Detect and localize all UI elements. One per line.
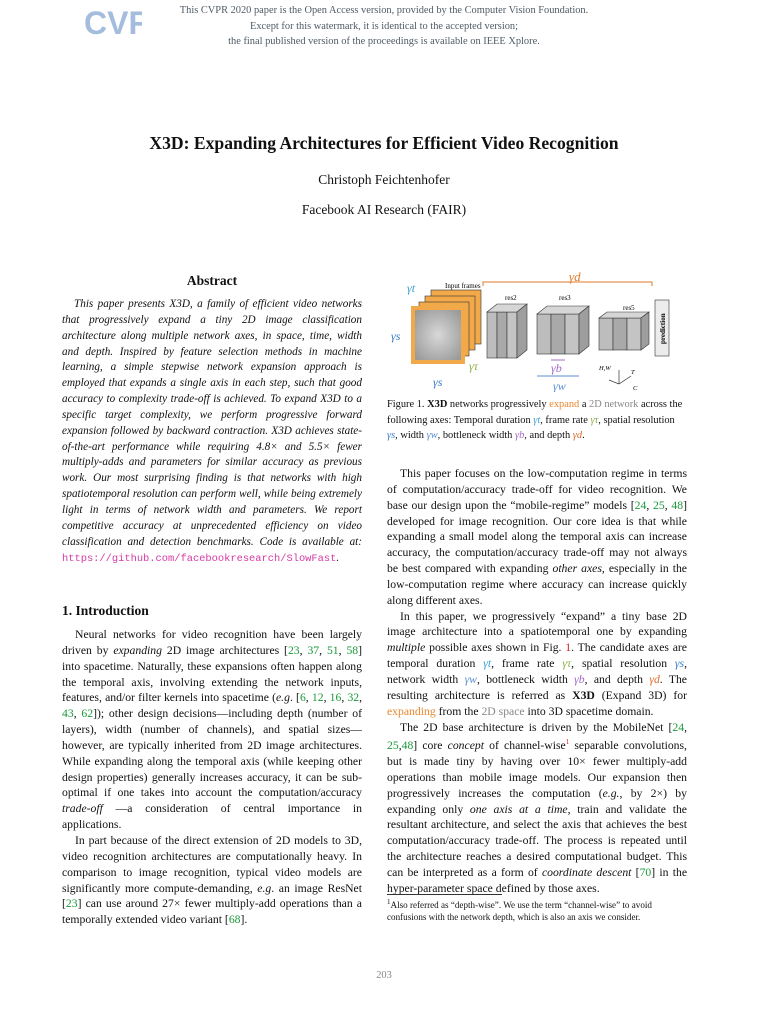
citation[interactable]: 48 bbox=[671, 498, 684, 512]
input-frames-stack bbox=[413, 290, 481, 362]
citation[interactable]: 25 bbox=[653, 498, 665, 512]
watermark-line-1: This CVPR 2020 paper is the Open Access version, provided by the Computer Vision Foundation. bbox=[179, 5, 589, 16]
figure-1-caption: Figure 1. X3D networks progressively expand a 2D network across the following axes: Temporal duration γt, frame rate γτ, spatial resolution γs, width γw, bottleneck width γb, and depth γd. bbox=[387, 399, 683, 441]
axis-hw-label: H,W bbox=[599, 365, 611, 372]
right-paragraph-1: This paper focuses on the low-computation regime in terms of computation/accuracy trade-off for video recognition. We base our design upon the “mobile-regime” models [24, 25, 48] developed for image recognition. Our core idea is that while expanding a small model along the temporal axis can increase accuracy, the computation/accuracy trade-off may not always be best compared with expanding other axes, especially in the low-computation regime where accuracy can increase quickly along different axes. bbox=[387, 467, 688, 607]
citation[interactable]: 6 bbox=[299, 691, 306, 705]
gamma-w-label: γw bbox=[553, 379, 566, 392]
citation[interactable]: 32 bbox=[347, 691, 360, 705]
res3-label: res3 bbox=[559, 294, 571, 302]
right-paragraph-2: In this paper, we progressively “expand” a tiny base 2D image architecture into a spatiotemporal one by expanding multiple possible axes shown in Fig. 1. The candidate axes are temporal duration γt, frame rate γτ, spatial resolution γs, network width γw, bottleneck width γb, and depth γd. The resulting architecture is referred as X3D (Expand 3D) for expanding from the 2D space into 3D spacetime domain. bbox=[387, 609, 687, 718]
page-number: 203 bbox=[376, 970, 392, 981]
right-paragraph-3: The 2D base architecture is driven by the MobileNet [24, 25,48] core concept of channel-wise$^1$ separable convolutions, but is made tiny by having over 10× fewer multiply-add operations than mobile image models. Our expansion then progressively increases the computation (e.g., by 2×) by expanding only one axis at a time, train and validate the resultant architecture, and select the axis that achieves the best computation/accuracy trade-off. The process is repeated until the architecture reaches a desired computational budget. This can be interpreted as a form of coordinate descent [70] in the hyper-parameter space defined by those axes. bbox=[387, 720, 688, 895]
section-heading-introduction: 1. Introduction bbox=[62, 603, 149, 618]
watermark-line-3: the final published version of the proceedings is available on IEEE Xplore. bbox=[228, 36, 540, 47]
input-frames-label: Input frames bbox=[445, 282, 481, 290]
paper-title: X3D: Expanding Architectures for Efficient Video Recognition bbox=[149, 133, 619, 153]
citation[interactable]: 58 bbox=[346, 643, 359, 657]
logo-text: CVF bbox=[84, 5, 142, 38]
citation[interactable]: 51 bbox=[326, 643, 339, 657]
intro-left-column bbox=[62, 627, 362, 928]
citation[interactable]: 43 bbox=[62, 707, 74, 721]
depth-bracket bbox=[483, 282, 652, 286]
citation[interactable]: 24 bbox=[672, 720, 685, 734]
footnote-divider bbox=[387, 894, 502, 895]
res2-block bbox=[487, 304, 527, 358]
axes-indicator bbox=[609, 370, 631, 384]
gamma-t-label: γt bbox=[407, 281, 416, 295]
gamma-s-bottom-label: γs bbox=[433, 375, 443, 389]
watermark-notice bbox=[0, 3, 768, 50]
axis-c-label: C bbox=[633, 385, 638, 392]
citation[interactable]: 70 bbox=[639, 865, 652, 879]
prediction-label: prediction bbox=[659, 313, 667, 344]
citation[interactable]: 68 bbox=[228, 913, 241, 927]
res5-label: res5 bbox=[623, 304, 635, 312]
citation[interactable]: 12 bbox=[311, 691, 324, 705]
citation[interactable]: 24 bbox=[634, 498, 647, 512]
gamma-s-left-label: γs bbox=[391, 329, 401, 343]
res2-label: res2 bbox=[505, 294, 517, 302]
citation[interactable]: 16 bbox=[329, 691, 342, 705]
intro-right-column bbox=[387, 466, 687, 897]
citation[interactable]: 37 bbox=[307, 643, 320, 657]
intro-paragraph-1: Neural networks for video recognition have been largely driven by expanding 2D image architectures [23, 37, 51, 58] into spacetime. Naturally, these expansions often happen along the temporal axis, involving extending the network inputs, features, and/or filter kernels into spacetime (e.g. [6, 12, 16, 32, 43, 62]); other design decisions—including depth (number of layers), width (number of channels), and spatial sizes—however, are typically inherited from 2D image architectures. While expanding along the temporal axis (while keeping other design properties) generally increases accuracy, it can be sub-optimal if one takes into account the computation/accuracy trade-off —a consideration of central importance in applications. bbox=[62, 628, 363, 832]
citation[interactable]: 48 bbox=[401, 739, 414, 753]
res5-block bbox=[599, 312, 649, 350]
gamma-d-label: γd bbox=[569, 272, 581, 284]
author-affiliation: Facebook AI Research (FAIR) bbox=[301, 202, 467, 217]
watermark-line-2: Except for this watermark, it is identical to the accepted version; bbox=[249, 20, 519, 32]
abstract-heading: Abstract bbox=[186, 273, 238, 288]
gamma-tau-label: γτ bbox=[469, 359, 479, 373]
citation[interactable]: 62 bbox=[81, 707, 94, 721]
code-link[interactable]: https://github.com/facebookresearch/SlowFast bbox=[62, 552, 337, 565]
res3-block bbox=[537, 306, 589, 354]
footnote: $^1$Also referred as “depth-wise”. We use the term “channel-wise” to avoid confusions with the network depth, which is also an axis we consider. bbox=[387, 898, 652, 923]
citation[interactable]: 23 bbox=[65, 897, 78, 911]
figure-1-diagram bbox=[387, 272, 687, 397]
citation[interactable]: 25 bbox=[387, 739, 399, 753]
figure-reference[interactable]: 1 bbox=[565, 641, 572, 655]
gamma-b-label: γb bbox=[551, 361, 562, 375]
footnote-marker[interactable]: 1 bbox=[565, 738, 570, 747]
citation[interactable]: 23 bbox=[287, 643, 300, 657]
abstract-body: This paper presents X3D, a family of efficient video networks that progressively expand a tiny 2D image classification architecture along multiple network axes, in space, time, width and depth. Inspired by feature selection methods in machine learning, a simple stepwise network expansion approach is employed that expands a single axis in each step, such that good accuracy to complexity trade-off is achieved. To expand X3D to a specific target complexity, we perform progressive forward expansion followed by backward contraction. X3D achieves state-of-the-art performance while requiring 4.8× and 5.5× fewer multiply-adds and parameters for similar accuracy as previous work. Our most surprising finding is that networks with high spatiotemporal resolution can perform well, while being extremely light in terms of network width and parameters. We report competitive accuracy at unprecedented efficiency on video classification and detection benchmarks. Code is available at: https://github.com/facebookresearch/SlowFast. bbox=[62, 298, 362, 565]
axis-t-label: T bbox=[631, 369, 635, 376]
abstract-text: This paper presents X3D, a family of efficient video networks that progressively expand a tiny 2D image classification architecture along multiple network axes, in space, time, width and depth. Inspired by feature selection methods in machine learning, a simple stepwise network expansion approach is employed that expands a single axis in each step, such that good accuracy to complexity trade-off is achieved. To expand X3D to a specific target complexity, we perform progressive forward expansion followed by backward contraction. X3D achieves state-of-the-art performance while requiring 4.8× and 5.5× fewer multiply-adds and parameters for similar accuracy as previous work. Our most surprising finding is that networks with high spatiotemporal resolution can perform well, while being extremely light in terms of network width and parameters. We report competitive accuracy at unprecedented efficiency on video classification and detection benchmarks. Code is available at: bbox=[62, 298, 362, 548]
intro-paragraph-2: In part because of the direct extension of 2D models to 3D, video recognition architectures are computationally heavy. In comparison to image recognition, typical video models are significantly more compute-demanding, e.g. an image ResNet [23] can use around 27× fewer multiply-add operations than a temporally extended video variant [68]. bbox=[62, 833, 362, 927]
author-name: Christoph Feichtenhofer bbox=[318, 172, 450, 187]
